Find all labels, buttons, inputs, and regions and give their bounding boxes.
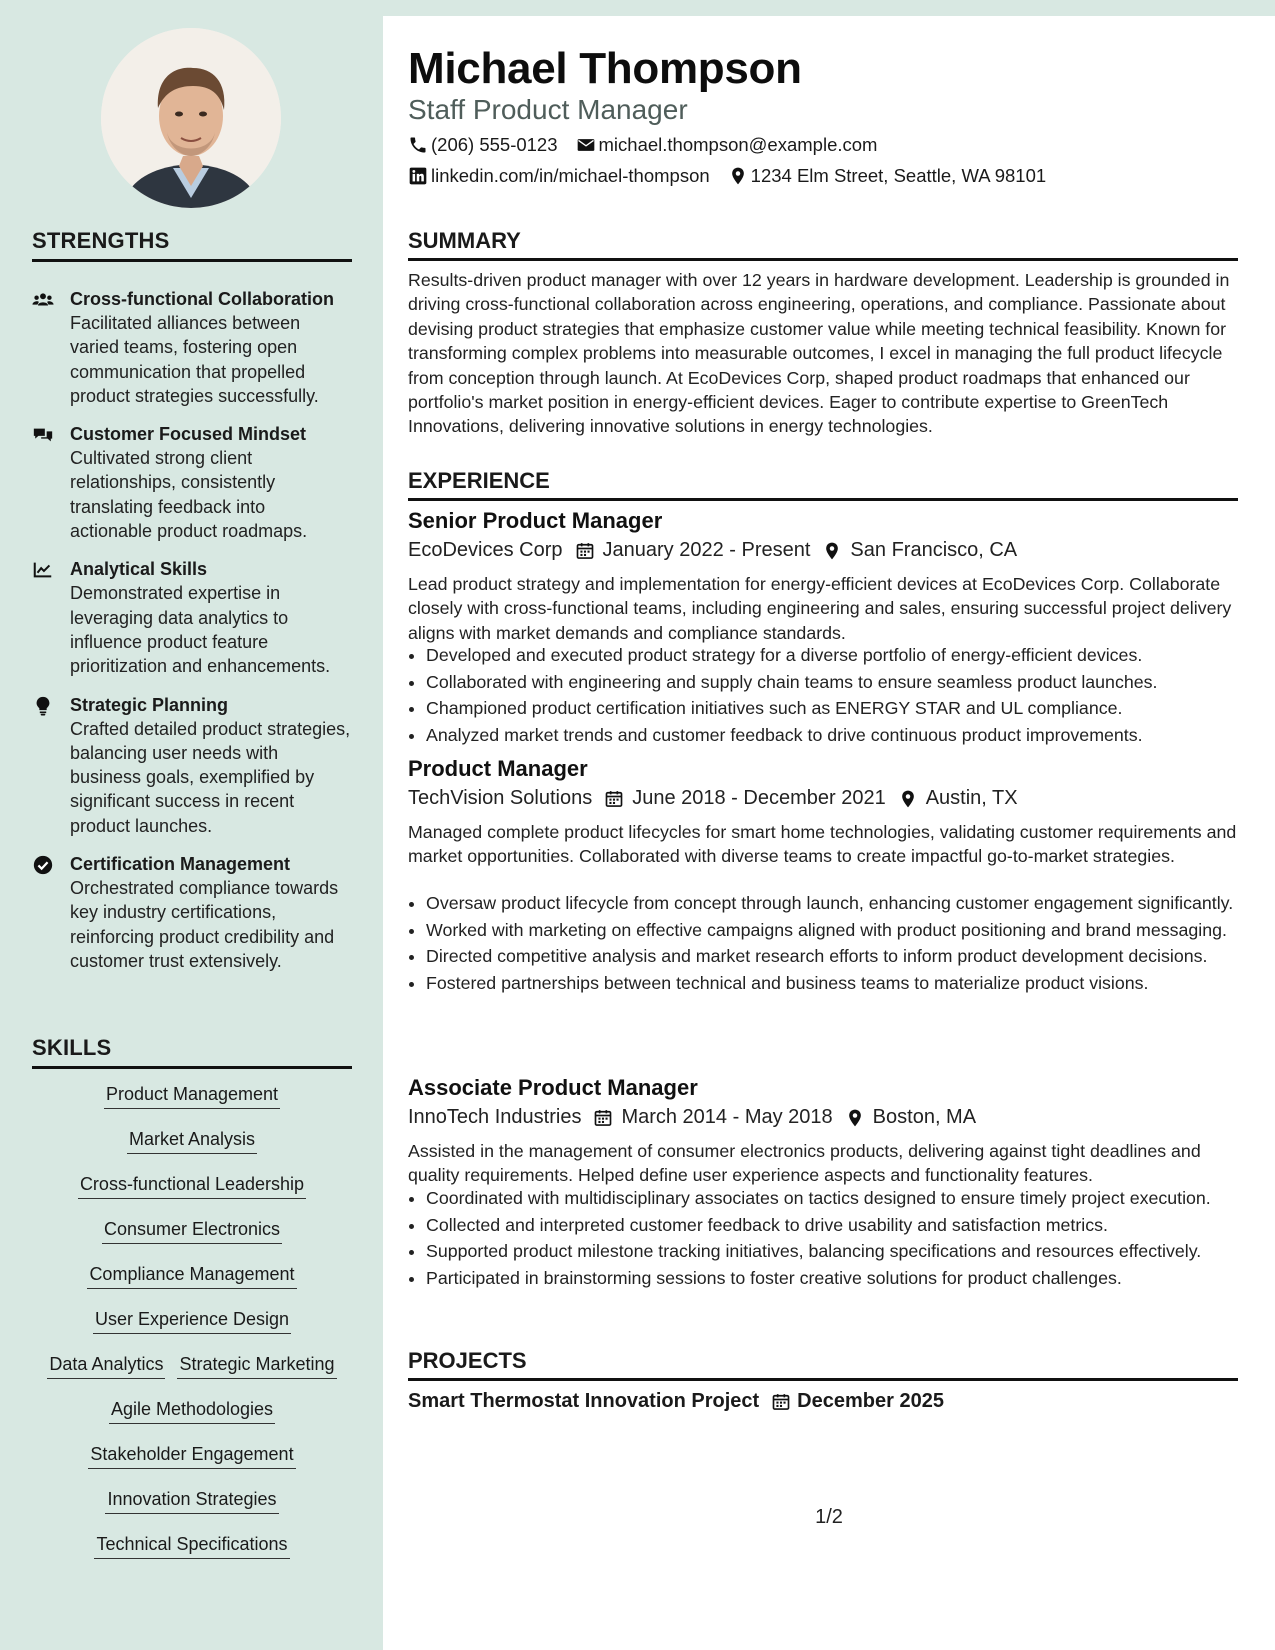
job-title: Senior Product Manager [408, 508, 663, 533]
line-chart-icon [32, 557, 70, 678]
list-item: • Worked with marketing on effective campaigns aligned with product positioning and brand messaging. [426, 918, 1256, 942]
email-text[interactable]: michael.thompson@example.com [598, 134, 878, 155]
strength-title: Customer Focused Mindset [70, 424, 307, 445]
skill-tag: Technical Specifications [94, 1532, 289, 1559]
skill-tag: Innovation Strategies [105, 1487, 278, 1514]
strength-desc: Cultivated strong client relationships, consistently translating feedback into actionable product roadmaps. [70, 448, 308, 542]
calendar-icon [604, 789, 624, 809]
list-item: • Participated in brainstorming sessions to foster creative solutions for product challenges. [426, 1266, 1256, 1290]
linkedin-text[interactable]: linkedin.com/in/michael-thompson [431, 165, 710, 186]
main-content [383, 16, 1275, 1650]
address-text: 1234 Elm Street, Seattle, WA 98101 [750, 165, 1047, 186]
users-icon [32, 287, 70, 408]
job-dates: June 2018 - December 2021 [632, 787, 886, 809]
list-item: • Collaborated with engineering and supply chain teams to ensure seamless product launches. [426, 670, 1256, 694]
strength-title: Analytical Skills [70, 559, 208, 580]
lightbulb-icon [32, 693, 70, 838]
calendar-icon [575, 541, 595, 561]
job-meta [408, 539, 1017, 562]
skill-tag: Consumer Electronics [102, 1217, 282, 1244]
skill-tag: Cross-functional Leadership [78, 1172, 306, 1199]
job-description: Assisted in the management of consumer electronics products, delivering against tight deadlines and quality requirements. Helped define user experience aspects and functionality features. [408, 1141, 1201, 1186]
project-item [408, 1390, 944, 1413]
skill-tag: Strategic Marketing [177, 1352, 336, 1379]
map-pin-icon [822, 541, 842, 561]
strength-item [32, 693, 352, 838]
skill-tag: Agile Methodologies [109, 1397, 275, 1424]
job-bullets [408, 891, 1256, 998]
check-circle-icon [32, 852, 70, 973]
list-item: • Championed product certification initiatives such as ENERGY STAR and UL compliance. [426, 696, 1256, 720]
strength-item [32, 287, 352, 408]
job-bullets [408, 643, 1256, 750]
job-title: Product Manager [408, 756, 588, 781]
sidebar [0, 0, 383, 1650]
summary-text: Results-driven product manager with over 12 years in hardware development. Leadership is grounded in driving cross-functional collaboration across engineering, operations, and compliance. Passionate about devising product strategies that emphasize customer value while meeting technical feasibility. Known for transforming complex problems into measurable outcomes, I excel in managing the full product lifecycle from conception through launch. At EcoDevices Corp, shaped product roadmaps that enhanced our portfolio's market position in energy-efficient devices. Eager to contribute expertise to GreenTech Innovations, delivering innovative solutions in energy technologies. [408, 270, 1230, 437]
linkedin-contact[interactable] [408, 165, 710, 187]
summary-heading: SUMMARY [408, 228, 1238, 261]
skill-tag: Data Analytics [47, 1352, 165, 1379]
calendar-icon [771, 1392, 791, 1412]
email-contact[interactable] [576, 134, 878, 156]
contact-row-2 [408, 165, 1064, 187]
job-dates: March 2014 - May 2018 [621, 1106, 833, 1128]
skill-tag: Stakeholder Engagement [88, 1442, 295, 1469]
job-title: Associate Product Manager [408, 1075, 698, 1100]
job-meta [408, 1106, 976, 1129]
strength-title: Strategic Planning [70, 694, 229, 715]
map-pin-icon [728, 166, 748, 186]
strength-desc: Facilitated alliances between varied teams, fostering open communication that propelled product strategies successfully. [70, 313, 319, 406]
company-name: EcoDevices Corp [408, 539, 563, 561]
avatar [101, 28, 281, 208]
phone-text: (206) 555-0123 [431, 134, 558, 155]
company-name: TechVision Solutions [408, 787, 593, 809]
phone-contact [408, 134, 558, 156]
strength-item [32, 557, 352, 678]
strength-desc: Demonstrated expertise in leveraging data analytics to influence product feature prioritization and enhancements. [70, 583, 331, 677]
list-item: • Developed and executed product strategy for a diverse portfolio of energy-efficient devices. [426, 643, 1256, 667]
strength-item [32, 852, 352, 973]
list-item: • Supported product milestone tracking initiatives, balancing specifications and resources effectively. [426, 1239, 1256, 1263]
linkedin-icon [408, 166, 428, 186]
skill-tag: Product Management [104, 1082, 280, 1109]
strengths-list [32, 287, 352, 987]
map-pin-icon [845, 1108, 865, 1128]
job-bullets [408, 1186, 1256, 1293]
list-item: • Collected and interpreted customer feedback to drive usability and satisfaction metrics. [426, 1213, 1256, 1237]
skill-tag: Market Analysis [127, 1127, 257, 1154]
job-description: Managed complete product lifecycles for smart home technologies, validating customer requirements and market opportunities. Collaborated with diverse teams to create impactful go-to-market strategies. [408, 822, 1237, 867]
strength-item [32, 422, 352, 543]
project-title: Smart Thermostat Innovation Project [408, 1390, 760, 1412]
skill-tag: User Experience Design [93, 1307, 291, 1334]
strength-title: Cross-functional Collaboration [70, 289, 335, 309]
job-dates: January 2022 - Present [602, 539, 811, 561]
candidate-name: Michael Thompson [408, 44, 802, 93]
company-name: InnoTech Industries [408, 1106, 582, 1128]
job-location: San Francisco, CA [850, 539, 1018, 561]
profile-photo [101, 28, 281, 208]
strength-desc: Crafted detailed product strategies, balancing user needs with business goals, exemplified by significant success in recent product launches. [70, 718, 351, 836]
candidate-role: Staff Product Manager [408, 94, 688, 125]
calendar-icon [593, 1108, 613, 1128]
phone-icon [408, 135, 428, 155]
job-location: Boston, MA [872, 1106, 977, 1128]
list-item: • Fostered partnerships between technical and business teams to materialize product visions. [426, 971, 1256, 995]
skills-list [32, 1082, 352, 1577]
chat-bubbles-icon [32, 422, 70, 543]
list-item: • Oversaw product lifecycle from concept through launch, enhancing customer engagement significantly. [426, 891, 1256, 915]
page-number: 1/2 [815, 1506, 843, 1528]
experience-heading: EXPERIENCE [408, 468, 1238, 501]
contact-row [408, 134, 895, 156]
job-location: Austin, TX [925, 787, 1018, 809]
strength-title: Certification Management [70, 854, 291, 875]
list-item: • Coordinated with multidisciplinary associates on tactics designed to ensure timely project execution. [426, 1186, 1256, 1210]
projects-heading: PROJECTS [408, 1348, 1238, 1381]
list-item: • Directed competitive analysis and market research efforts to inform product development decisions. [426, 944, 1256, 968]
project-date: December 2025 [797, 1390, 944, 1412]
skill-tag: Compliance Management [87, 1262, 296, 1289]
strengths-heading: STRENGTHS [32, 228, 352, 262]
strength-desc: Orchestrated compliance towards key industry certifications, reinforcing product credibility and customer trust extensively. [70, 878, 339, 971]
list-item: • Analyzed market trends and customer feedback to drive continuous product improvements. [426, 723, 1256, 747]
skills-heading: SKILLS [32, 1035, 352, 1069]
envelope-icon [576, 135, 596, 155]
job-description: Lead product strategy and implementation for energy-efficient devices at EcoDevices Corp. Collaborate closely with cross-functional teams, including engineering and sales, ensuring successful project delivery aligns with market demands and compliance standards. [408, 574, 1232, 643]
address-contact [728, 165, 1047, 187]
map-pin-icon [898, 789, 918, 809]
job-meta [408, 787, 1018, 810]
